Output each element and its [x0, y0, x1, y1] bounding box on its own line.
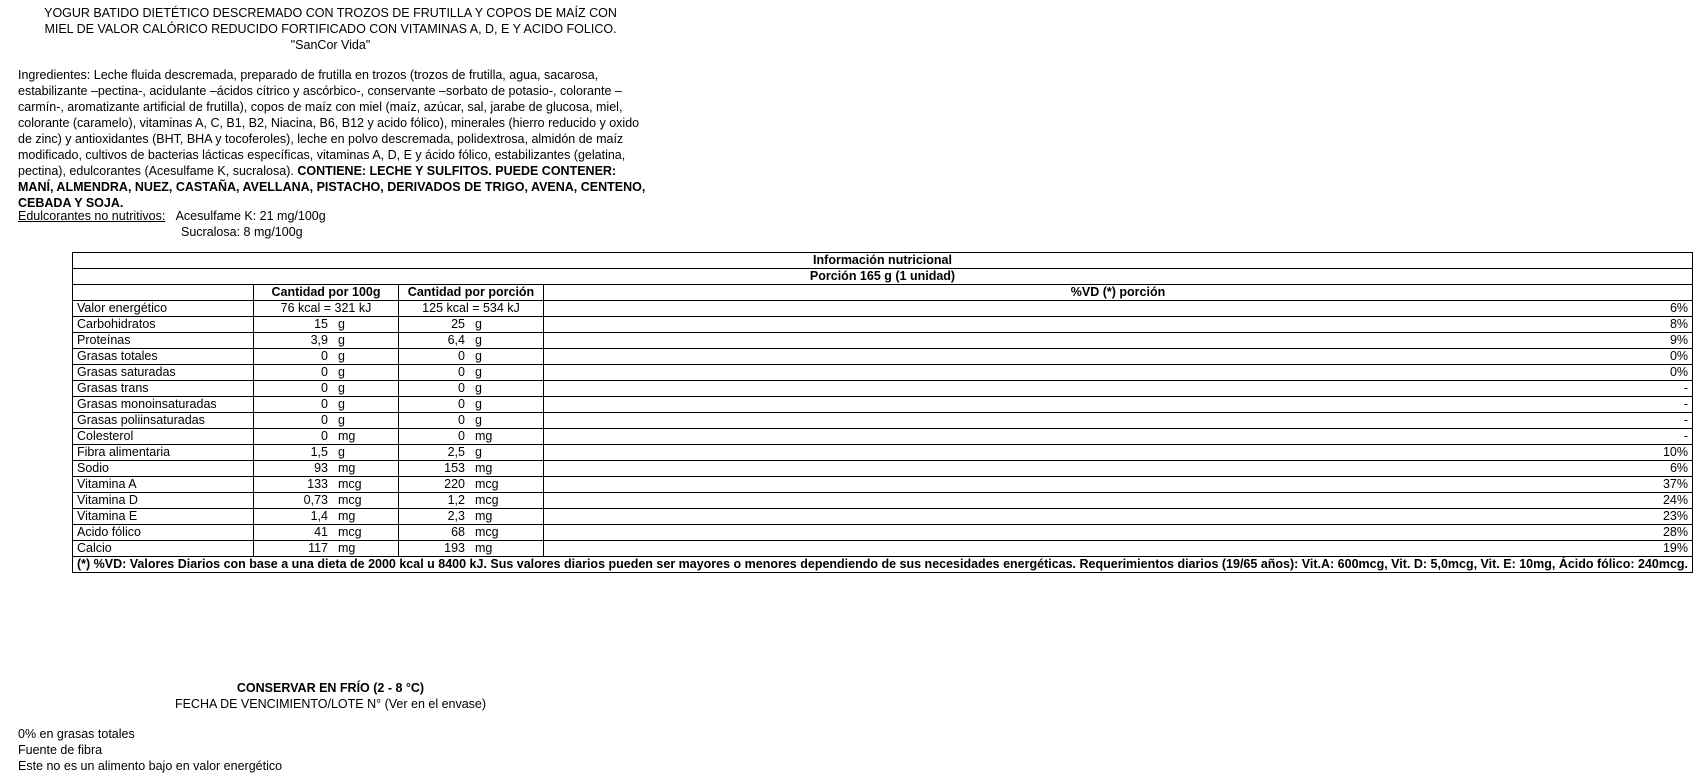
row-value-portion	[399, 381, 544, 397]
table-row	[73, 397, 1693, 413]
row-vd: 24%	[544, 493, 1693, 509]
unit-100g: g	[338, 397, 345, 411]
value-100g: 15	[314, 317, 328, 331]
row-value-portion	[399, 477, 544, 493]
row-value-portion	[399, 317, 544, 333]
row-name: Grasas poliinsaturadas	[73, 413, 254, 429]
row-value-portion	[399, 333, 544, 349]
row-vd: 8%	[544, 317, 1693, 333]
title-line-3: "SanCor Vida"	[290, 38, 371, 52]
row-name: Fibra alimentaria	[73, 445, 254, 461]
allergens-text: CONTIENE: LECHE Y SULFITOS. PUEDE CONTENER: MANÍ, ALMENDRA, NUEZ, CASTAÑA, AVELLANA, PISTACHO, DERIVADOS DE TRIGO, AVENA, CENTENO, CEBADA Y SOJA.	[18, 164, 646, 210]
table-row	[73, 333, 1693, 349]
row-name: Grasas saturadas	[73, 365, 254, 381]
nutrition-portion: Porción 165 g (1 unidad)	[73, 269, 1693, 285]
row-name: Grasas monoinsaturadas	[73, 397, 254, 413]
table-row	[73, 413, 1693, 429]
row-value-100g	[254, 429, 399, 445]
table-row	[73, 429, 1693, 445]
table-row	[73, 541, 1693, 557]
table-row	[73, 365, 1693, 381]
unit-portion: g	[475, 365, 482, 379]
table-row	[73, 525, 1693, 541]
ingredients-block	[18, 67, 648, 211]
row-value-portion: 125 kcal = 534 kJ	[399, 301, 544, 317]
unit-portion: mg	[475, 461, 493, 475]
table-row	[73, 477, 1693, 493]
row-name: Grasas totales	[73, 349, 254, 365]
sweetener-acesulfame: Acesulfame K: 21 mg/100g	[175, 209, 326, 223]
unit-100g: mg	[338, 509, 356, 523]
table-row	[73, 381, 1693, 397]
sweeteners-label: Edulcorantes no nutritivos:	[18, 209, 166, 223]
unit-portion: g	[475, 397, 482, 411]
unit-portion: g	[475, 317, 482, 331]
row-vd: 6%	[544, 301, 1693, 317]
value-100g: 117	[308, 541, 328, 555]
claim-item: 0% en grasas totales	[18, 727, 135, 741]
value-100g: 0	[321, 349, 328, 363]
row-vd: -	[544, 413, 1693, 429]
title-line-2: MIEL DE VALOR CALÓRICO REDUCIDO FORTIFICADO CON VITAMINAS A, D, E Y ACIDO FOLICO.	[44, 22, 617, 36]
value-100g: 41	[314, 525, 328, 539]
unit-portion: mg	[475, 429, 493, 443]
row-value-portion	[399, 445, 544, 461]
nutrition-header-row	[73, 285, 1693, 301]
unit-100g: g	[338, 381, 345, 395]
value-portion: 0	[458, 365, 465, 379]
unit-portion: g	[475, 349, 482, 363]
claim-item: Fuente de fibra	[18, 743, 103, 757]
row-name: Colesterol	[73, 429, 254, 445]
row-name: Vitamina A	[73, 477, 254, 493]
value-portion: 2,5	[447, 445, 465, 459]
table-row	[73, 461, 1693, 477]
table-row	[73, 493, 1693, 509]
value-portion: 0	[458, 381, 465, 395]
unit-100g: g	[338, 349, 345, 363]
row-value-portion	[399, 493, 544, 509]
row-name: Vitamina D	[73, 493, 254, 509]
value-100g: 3,9	[310, 333, 328, 347]
header-empty	[73, 285, 254, 301]
row-value-portion	[399, 541, 544, 557]
ingredients-text: Ingredientes: Leche fluida descremada, preparado de frutilla en trozos (trozos de frutilla, agua, sacarosa, estabilizante –pectina-, acidulante –ácidos cítrico y ascórbico-, conservante –sorbato de potasio-, colorante –carmín-, aromatizante artificial de frutilla), copos de maíz con miel (maíz, azúcar, sal, jarabe de glucosa, miel, colorante (caramelo), vitaminas A, C, B1, B2, Niacina, B6, B12 y acido fólico), minerales (hierro reducido y oxido de zinc) y antioxidantes (BHT, BHA y tocoferoles), leche en polvo descremada, polidextrosa, almidón de maíz modificado, cultivos de bacterias lácticas específicas, vitaminas A, D, E y ácido fólico, estabilizantes (gelatina, pectina), edulcorantes (Acesulfame K, sucralosa).	[18, 68, 640, 178]
value-100g: 0	[321, 365, 328, 379]
unit-100g: mg	[338, 461, 356, 475]
unit-100g: g	[338, 317, 345, 331]
unit-100g: mg	[338, 541, 356, 555]
row-vd: 19%	[544, 541, 1693, 557]
row-vd: 6%	[544, 461, 1693, 477]
row-value-100g	[254, 445, 399, 461]
unit-portion: mcg	[475, 493, 499, 507]
row-value-portion	[399, 461, 544, 477]
row-value-portion	[399, 509, 544, 525]
storage-conserve: CONSERVAR EN FRÍO (2 - 8 °C)	[236, 681, 425, 695]
row-value-100g	[254, 461, 399, 477]
claim-item: Este no es un alimento bajo en valor energético	[18, 759, 283, 773]
header-per-100g: Cantidad por 100g	[254, 285, 399, 301]
row-vd: 0%	[544, 365, 1693, 381]
value-portion: 220	[444, 477, 465, 491]
nutrition-table	[72, 252, 1693, 573]
table-row	[73, 349, 1693, 365]
claims-list	[18, 726, 282, 774]
value-portion: 0	[458, 413, 465, 427]
row-value-100g	[254, 541, 399, 557]
value-100g: 0	[321, 413, 328, 427]
row-vd: 23%	[544, 509, 1693, 525]
nutrition-title: Información nutricional	[73, 253, 1693, 269]
row-value-100g	[254, 365, 399, 381]
value-100g: 0,73	[303, 493, 328, 507]
value-portion: 68	[451, 525, 465, 539]
value-100g: 0	[321, 429, 328, 443]
row-value-portion	[399, 429, 544, 445]
row-value-100g	[254, 477, 399, 493]
unit-portion: g	[475, 381, 482, 395]
value-100g: 133	[307, 477, 328, 491]
sweeteners-line	[18, 208, 326, 224]
unit-100g: mg	[338, 429, 356, 443]
row-value-100g: 76 kcal = 321 kJ	[254, 301, 399, 317]
row-name: Vitamina E	[73, 509, 254, 525]
unit-portion: mg	[475, 541, 493, 555]
row-value-100g	[254, 509, 399, 525]
value-portion: 25	[451, 317, 465, 331]
unit-100g: g	[338, 445, 345, 459]
header-per-portion: Cantidad por porción	[399, 285, 544, 301]
row-value-100g	[254, 525, 399, 541]
table-row	[73, 509, 1693, 525]
row-vd: -	[544, 397, 1693, 413]
row-vd: 28%	[544, 525, 1693, 541]
row-value-100g	[254, 381, 399, 397]
unit-100g: g	[338, 365, 345, 379]
row-value-portion	[399, 349, 544, 365]
value-portion: 0	[458, 397, 465, 411]
nutrition-footnote: (*) %VD: Valores Diarios con base a una dieta de 2000 kcal u 8400 kJ. Sus valores diarios pueden ser mayores o menores dependiendo de sus necesidades energéticas. Requerimientos diarios (19/65 años): Vit.A: 600mcg, Vit. D: 5,0mcg, Vit. E: 10mg, Ácido fólico: 240mcg.	[73, 557, 1693, 573]
row-value-100g	[254, 317, 399, 333]
value-portion: 0	[458, 349, 465, 363]
row-vd: 10%	[544, 445, 1693, 461]
row-vd: -	[544, 381, 1693, 397]
product-title	[8, 5, 653, 53]
unit-100g: mcg	[338, 493, 362, 507]
table-row	[73, 317, 1693, 333]
row-name: Grasas trans	[73, 381, 254, 397]
row-value-portion	[399, 413, 544, 429]
value-portion: 0	[458, 429, 465, 443]
row-name: Valor energético	[73, 301, 254, 317]
row-name: Sodio	[73, 461, 254, 477]
row-name: Proteínas	[73, 333, 254, 349]
header-vd: %VD (*) porción	[544, 285, 1693, 301]
value-portion: 153	[444, 461, 465, 475]
row-value-100g	[254, 397, 399, 413]
value-100g: 0	[321, 397, 328, 411]
value-portion: 193	[444, 541, 465, 555]
unit-portion: g	[475, 445, 482, 459]
row-vd: 37%	[544, 477, 1693, 493]
row-name: Calcio	[73, 541, 254, 557]
table-row	[73, 445, 1693, 461]
row-value-100g	[254, 333, 399, 349]
row-value-portion	[399, 365, 544, 381]
value-portion: 1,2	[447, 493, 465, 507]
unit-portion: g	[475, 333, 482, 347]
row-value-100g	[254, 493, 399, 509]
title-line-1: YOGUR BATIDO DIETÉTICO DESCREMADO CON TROZOS DE FRUTILLA Y COPOS DE MAÍZ CON	[44, 6, 617, 20]
row-value-100g	[254, 349, 399, 365]
row-value-100g	[254, 413, 399, 429]
row-vd: 9%	[544, 333, 1693, 349]
storage-fecha: FECHA DE VENCIMIENTO/LOTE N° (Ver en el envase)	[174, 697, 487, 711]
sweetener-sucralosa: Sucralosa: 8 mg/100g	[181, 225, 303, 239]
unit-100g: mcg	[338, 477, 362, 491]
row-vd: -	[544, 429, 1693, 445]
unit-portion: mcg	[475, 525, 499, 539]
value-100g: 1,4	[310, 509, 328, 523]
unit-portion: mcg	[475, 477, 499, 491]
table-row	[73, 301, 1693, 317]
unit-100g: g	[338, 333, 345, 347]
value-portion: 2,3	[447, 509, 465, 523]
row-value-portion	[399, 525, 544, 541]
value-100g: 0	[321, 381, 328, 395]
unit-100g: mcg	[338, 525, 362, 539]
row-vd: 0%	[544, 349, 1693, 365]
row-name: Carbohidratos	[73, 317, 254, 333]
row-name: Acido fólico	[73, 525, 254, 541]
value-100g: 1,5	[310, 445, 328, 459]
row-value-portion	[399, 397, 544, 413]
unit-portion: mg	[475, 509, 493, 523]
value-portion: 6,4	[447, 333, 465, 347]
unit-portion: g	[475, 413, 482, 427]
value-100g: 93	[314, 461, 328, 475]
unit-100g: g	[338, 413, 345, 427]
